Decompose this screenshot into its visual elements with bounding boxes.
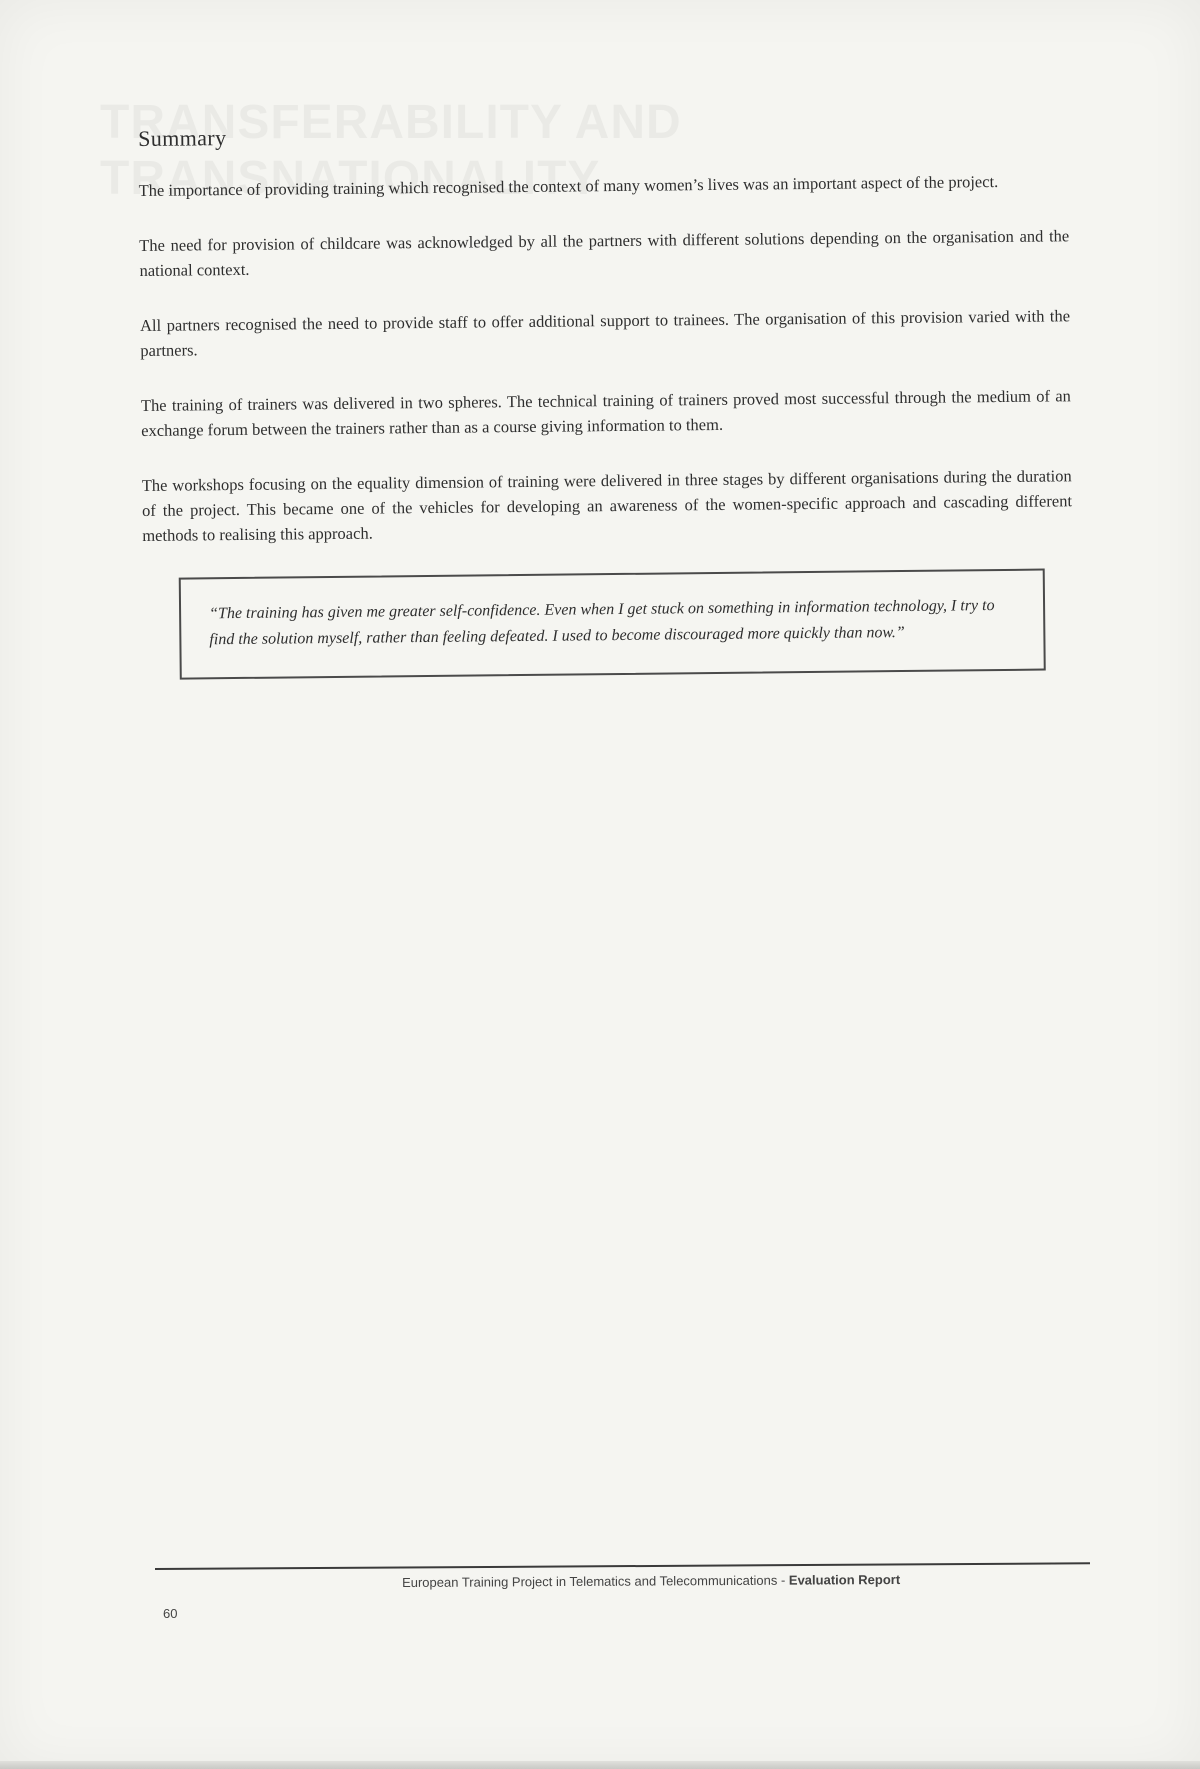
summary-paragraph-1: The importance of providing training which recognised the context of many women’s lives was an important aspect of the project. [138, 171, 999, 200]
summary-paragraph-4: The training of trainers was delivered in two spheres. The technical training of trainers proved most successful through the medium of an exchange forum between the trainers rather than as a course giving information to them. [140, 386, 1071, 440]
page-number: 60 [163, 1606, 178, 1621]
summary-heading: Summary [138, 125, 227, 151]
summary-paragraph-5: The workshops focusing on the equality dimension of training were delivered in three stages by different organisations during the duration of the project. This became one of the vehicles for developing an awareness of the women-specific approach and cascading different methods to realising this approach. [141, 466, 1073, 545]
summary-paragraph-2: The need for provision of childcare was acknowledged by all the partners with different solutions depending on the organisation and the national context. [139, 226, 1070, 280]
footer-report-title [402, 1572, 900, 1590]
scan-bottom-edge [0, 1761, 1200, 1769]
trainee-quote-box [179, 569, 1046, 680]
footer-title-suffix: Evaluation Report [788, 1571, 901, 1588]
footer-divider [155, 1562, 1090, 1570]
trainee-quote-text: “The training has given me greater self-confidence. Even when I get stuck on something in information technology, I try to find the solution myself, rather than feeling defeated. I used to become discouraged more quickly than now.” [209, 597, 995, 649]
summary-section [138, 116, 1074, 680]
summary-paragraph-3: All partners recognised the need to provide staff to offer additional support to trainees. The organisation of this provision varied with the partners. [139, 306, 1071, 360]
footer-title-text: European Training Project in Telematics and Telecommunications - [402, 1572, 789, 1590]
